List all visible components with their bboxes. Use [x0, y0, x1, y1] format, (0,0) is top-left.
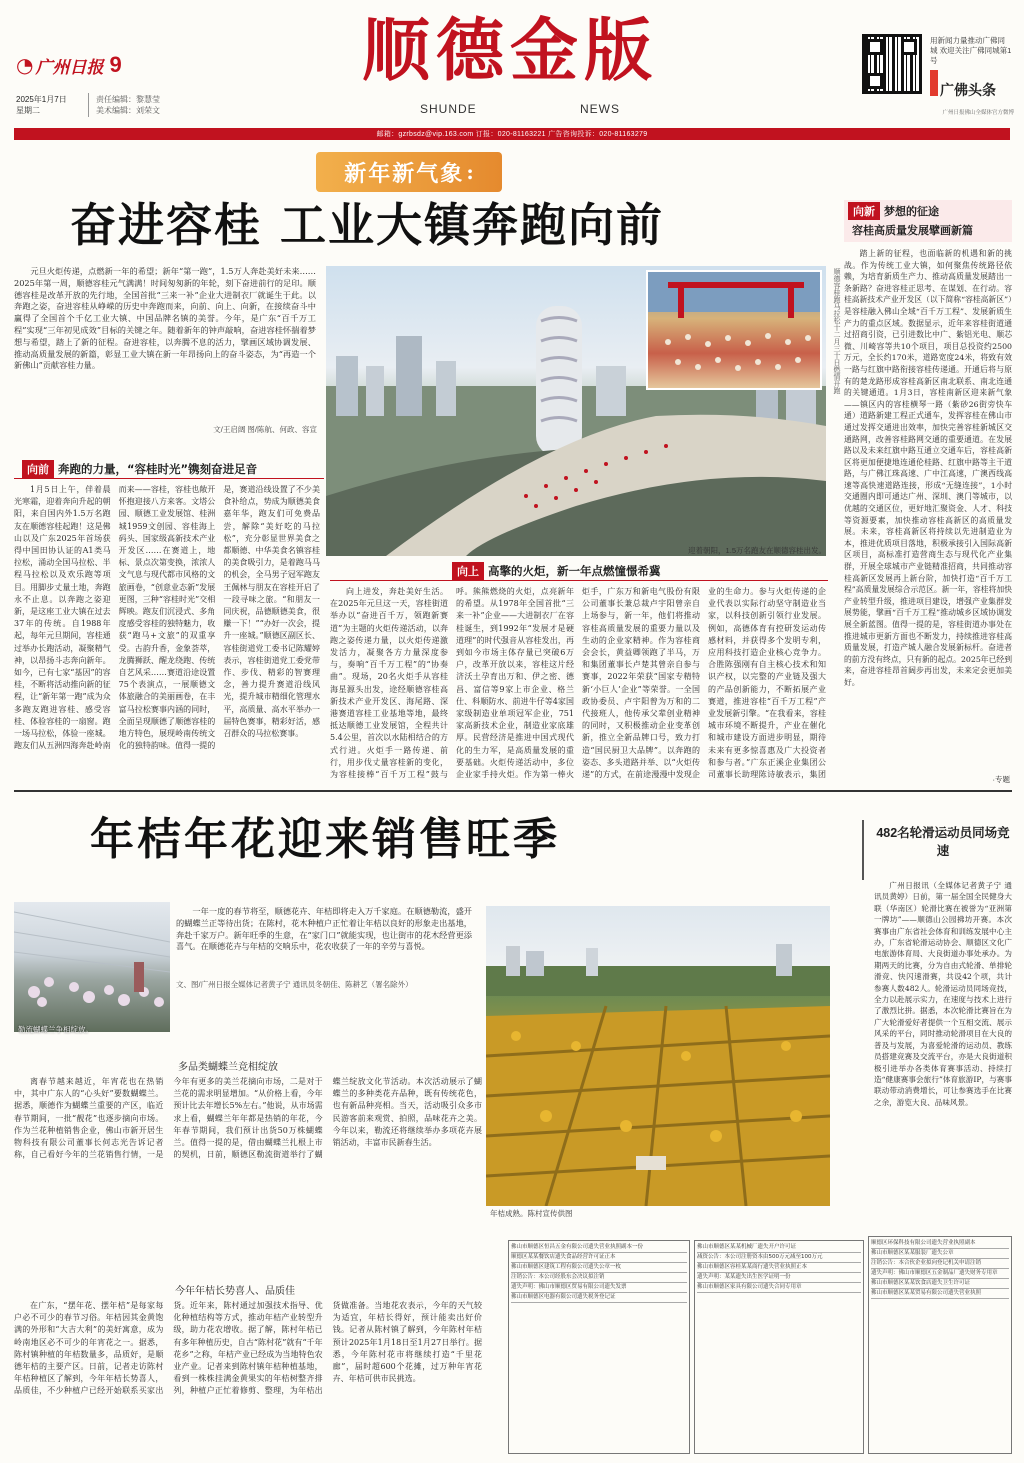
section2-title: 高擎的火炬，新一年点燃憧憬希冀: [488, 564, 661, 578]
section3-title: 梦想的征途: [884, 205, 939, 218]
brand-mark-icon: [930, 70, 938, 96]
lead-byline: 文/王启阔 图/陈航、何政、容宣: [213, 425, 317, 434]
section2-body: 向上进发，奔赴美好生活。在2025年元旦这一天，容桂街道举办以“奋进百千万，领跑新赛道”为主题的火炬传递活动，以奔跑之姿传递力量，以火炬传递激发活力，凝聚各方力量深度参与，奏响“百千万工程”的“协奏曲”。现场，20名火炬手从容桂海星源头出发，途经顺德容桂高新技术产业开发区、海尾路、深港赛道容桂工业基地等地，最终抵达顺德工业发展馆，全程共计5.4公里，首次以水陆相结合的方式行进。火炬手一路传递、前行，用步伐丈量容桂新的变化，为容桂接棒“百千万工程”鼓与呼。熊熊燃烧的火炬，点亮新年的希望。从1978年全国首批“三来一补”企业——大进制衣厂在容桂诞生，到1992年“发展才是硬道理”的时代强音从容桂发出，再到如今市场主体存量已突破6万户，改革开放以来，容桂这片经济沃土孕育出万和、伊之密、德昌、富信等9家上市企业、格兰仕、科顺防水、前进牛仔等4家国家级制造业单项冠军企业，751家高新技术企业，制造业家底雄厚。民营经济是推进中国式现代化的生力军，是高质量发展的重要基础。火炬传递活动中，多位企业家手持火炬。作为第一棒火炬手，广东万和新电气股份有限公司董事长兼总裁卢宇阳曾亲自上场参与，新一年，他们将推动容桂高质量发展的重要力量以及生动的企业家精神。作为容桂商会会长，黄益卿领跑了半马，万和集团董事长卢楚其曾亲自参与赛事，2022年荣获“国家专精特新‘小巨人’企业”等荣誉。一全国政协委员、卢宇阳曾为万和的二代接班人，他传承父辈创业精神的同时，又积极推动企业变革创新，推立全新品牌口号，致力打造“国民厨卫大品牌”。以奔跑的姿态、多头道路并举、以“火炬传递”的方式，在前途漫漫中发现企业的生命力。参与火炬传递的企业代表以实际行动坚守制造业当家，以科技创新引领行业发展。例如，高德体育有控研发运动传感材料，并获得多个发明专利，应用科技打造企业核心竞争力。合胜陈强刚有自主核心技术和知识产权，以完整的产业链及强大的产品创新能力，不断拓展产业赛道，推进容桂“百千万工程”产业发展新引擎。“在我看来，容桂城市环境不断提升，产业在催化和城市建设方面进步明显，期待未来有更多惊喜惠及广大投资者和参与者。”广东正溪企业集团公司董事长助理陈诗敏表示，集团: [330, 587, 826, 780]
page-subtitle: [420, 102, 620, 116]
flower-subhead-1: 多品类蝴蝶兰竞相绽放: [178, 1062, 278, 1073]
logo-circle-icon: ◔: [16, 53, 34, 77]
qr-description: 用新闻力量推动广佛同城 欢迎关注广佛同城第1号: [930, 36, 1012, 65]
divider: [88, 93, 89, 117]
brand-name: 广佛头条: [940, 82, 996, 98]
photo-vertical-caption: 顺德容桂跑马拉松十二月三十日燃情开跑: [833, 268, 840, 394]
page-number: 9: [109, 52, 122, 77]
lead-intro: 元旦火炬传递，点燃新一年的希望；新年“第一跑”，1.5万人奔赴美好未来……2025年第一周，顺德容桂元气满满！时间匆匆新的年轮，刻下奋进前行的足印。顺德容桂是改革开放的先行地，全国首批“三来一补”企业大进制衣厂就诞生于此。以奔跑之姿，奋进容桂从峥嵘的历史中奔跑而来，向前、向上、向新，在接续奋斗中赢得了全国首个千亿工业大镇、中国品牌名镇的美誉。今年，是广东“百千万工程”实现“三年初见成效”目标的关键之年。随着新年的钟声敲响，奋进容桂怀揣着梦想与希望，踏上了新的征程。奋进容桂，以奔腾不息的活力，擘画区域协调发展、推动高质量发展的新篇，彰显工业大镇在新一年昂扬向上的奋斗姿态，为“再造一个新佛山”贡献容桂力量。: [14, 266, 316, 371]
section3-header: [844, 200, 1012, 242]
art-editor-name: 美术编辑：刘荣文: [96, 106, 160, 115]
section1-title: 奔跑的力量，“容桂时光”镌刻奋进足音: [58, 462, 258, 476]
flower-headline: 年桔年花迎来销售旺季: [90, 814, 560, 865]
issue-weekday: 星期二: [16, 106, 40, 115]
issue-date-block: [16, 94, 96, 116]
editor-block: [96, 94, 196, 116]
orchid-photo-graphic: [14, 902, 170, 1032]
editor-name: 责任编辑：黎慧莹: [96, 95, 160, 104]
orange-field-caption: 年桔成熟。陈村宣传供图: [490, 1209, 573, 1218]
qr-note: 广州日报佛山全媒体官方微博: [942, 110, 1014, 116]
qr-code-icon: [862, 34, 922, 94]
section1-header: [22, 460, 322, 478]
divider: [14, 478, 324, 479]
divider: [14, 790, 1012, 792]
section1-body: 1月5日上午，伴着晨光寒霜，迎着奔向升起的朝阳，来自国内外1.5万名跑友在顺德容桂起跑！这是佛山以及广东2025年首场获得中国田协认证的A1类马拉松，涌动全国马拉松、半程马拉松以及欢乐跑等项目。用脚步丈量土地，奔跑永不止息。以奔跑之姿迎新，是这座工业大镇在过去37年的传统。自1988年起，每年元旦期间，容桂通过举办长跑活动，凝聚精气神，以昂扬斗志奔向新年。如今，已有七家“基因”的容桂，不断将活动推向新的征程，让“新年第一跑”成为众多跑友跑进容桂、感受容桂、体验容桂的一扇窗。跑一场马拉松，体验一座城。跑友们从五洲四海奔赴岭南而来——容桂，容桂也敞开怀抱迎接八方来客。文塔公园、顺德工业发展馆、桂洲城1959文创园、容桂海上码头、国家级高新技术产业开发区……在赛道上，地标、景点次第变换，浓浓人文气息与现代都市风格的文旅画卷，“创意业态新”发展更图，三种“容桂时光”交相辉映。跑友们沉浸式、多角度感受容桂的独特魅力，收获“跑马+文旅”的双重享受。古韵升香，金象荟萃，龙腾狮跃、醒龙绕跑、传统自艺风采……赛道沿途设置75个表演点，一展顺德文体旅融合的美丽画卷，在丰富马拉松赛事内涵的同时，全面呈现顺德了顺德容桂的地方特色，展现岭南传统文化的独特韵味。值得一提的是，赛道沿线设置了不少美食补给点，势成为顺德美食嘉年华，跑友们可免费品尝，解除“美好吃的马拉松”，充分彰显世界美食之都顺德、中华美食名镇容桂的美食吸引力，是着跑马马的机会，全马男子冠军跑友王佩林与朋友在容桂开启了一段寻味之旅。“和朋友一同庆祝，品德顺德美食，很赚一下！”“办好一次会，提升一座城。”顺德区副区长、容桂街道党工委书记陈耀婷表示，容桂街道党工委党带作、步伐、精彩的智赛理念，善力提升赛道沿线风光，提升城市精细化管理水平，高质量、高水平举办一届特色赛事，精彩好活，感召群众的马拉松赛事。: [14, 485, 320, 751]
flower-body-2: 在广东，“摆年花、摆年桔”是每家每户必不可少的春节习俗。年桔因其金黄饱满的外形和“大吉大利”的美好寓意，成为岭南地区必不可少的年宵花之一。据悉，陈村镇种植的年桔数量多，品质好，是顺德年桔的主要产区。日前，记者走访陈村年桔种植区了解到，今年年桔长势喜人，品质佳，不少种植户已经开始联系买家出货。近年来，陈村通过加强技术指导、优化种植结构等方式，推动年桔产业转型升级，助力花农增收。据了解，陈村年桔已有多年种植历史，自古“陈村花”就有“千年花乡”之称，年桔产业已经成为当地特色农业产业。记者来到陈村镇年桔种植基地，看到一株株挂满金黄果实的年桔树整齐排列，种植户正忙着修剪、整理，为年桔出货做准备。当地花农表示，今年的天气较为适宜，年桔长得好，预计能卖出好价钱。记者从陈村镇了解到，今年陈村年桔预计2025年1月18日至1月27日举行。据悉，今年陈村花市将继续打造“千里花廊”，届时超600个花摊，过万种年宵花卉、年桔可供市民挑选。: [14, 1301, 482, 1396]
contact-info: 邮箱：gzrbsdz@vip.163.com 订报：020-81163221 广告咨询投诉：020-81163279: [376, 131, 648, 138]
orange-field-graphic: [486, 906, 830, 1206]
marathon-photo-caption: 迎着朝阳，1.5万名跑友在顺德容桂出发。: [688, 546, 826, 555]
banner-new-year: 新年新气象 :: [316, 152, 502, 192]
crowd-inset-graphic: [648, 272, 822, 390]
crowd-inset-photo: [646, 270, 822, 390]
classifieds-right: 顺德区环保科技有限公司遗失营业执照副本 佛山市顺德区某某服装厂遗失公章 注销公告：本合伙企业拟向登记机关申请注销 遗失声明：佛山市顺德区五金制品厂遗失财务专用章 佛山市顺德区某某饮食店遗失卫生许可证 佛山市顺德区某某贸易有限公司遗失营业执照: [868, 1236, 1012, 1454]
subtitle-left: SHUNDE: [420, 102, 477, 116]
contact-bar: [14, 128, 1010, 140]
divider: [862, 820, 864, 880]
page-title: 顺德金版: [361, 11, 658, 91]
section2-tag: 向上: [452, 562, 484, 580]
section3-tag: 向新: [848, 202, 880, 220]
divider: [330, 580, 828, 581]
section3-footer: ·专题: [992, 775, 1010, 784]
section1-tag: 向前: [22, 460, 54, 478]
orchid-photo-caption: 勒流蝴蝶兰争相绽放。: [18, 1025, 93, 1034]
flower-subhead-2: 今年年桔长势喜人、品质佳: [175, 1286, 295, 1297]
flower-intro: 一年一度的春节将至，顺德花卉、年桔即将走入万千家庭。在顺德勒流，盛开的蝴蝶兰正等待出货；在陈村，花木种植户正忙着让年桔以良好的形象走出基地，奔赴千家万户。新年旺季的生意，在“家门口”就能实现，也让街市的花木经营更添喜气。在顺德花卉与年桔的交响乐中，花农收获了一年的辛劳与喜悦。: [176, 906, 472, 952]
section2-header: [452, 562, 752, 580]
issue-date: 2025年1月7日: [16, 95, 67, 104]
lead-headline: 奋进容桂 工业大镇奔跑向前: [70, 198, 665, 252]
sidebar-headline: 482名轮滑运动员同场竞速: [876, 826, 1010, 858]
classifieds-middle: 佛山市顺德区某某机械厂遗失开户许可证 减资公告：本公司注册资本由500万元减至100万元 佛山市顺德区容桂某某商行遗失营业执照正本 遗失声明：某某遗失出生医学证明一份 佛山市顺德区家具有限公司遗失合同专用章: [694, 1240, 864, 1454]
banner-text: 新年新气象: [344, 160, 465, 186]
newspaper-logo: [16, 52, 146, 78]
logo-text: 广州日报: [35, 57, 104, 78]
orange-field-photo: [486, 906, 830, 1206]
classifieds-left: 佛山市顺德区恒昌五金有限公司遗失营业执照副本一份 顺德区某某餐饮店遗失食品经营许可证正本 佛山市顺德区建筑工程有限公司遗失公章一枚 注销公告：本公司经股东会决议拟注销 遗失声明：佛山市顺德区贸易有限公司遗失发票 佛山市顺德区电器有限公司遗失税务登记证: [508, 1240, 690, 1454]
section3-subtitle: 容桂高质量发展擘画新篇: [852, 225, 973, 237]
flower-body-1: 离春节越来越近，年宵花也在热销中，其中广东人的“心头好”要数蝴蝶兰。据悉，顺德作为蝴蝶兰重要的产区，临近春节期间，一批“靓花”也逐步摘向市场。作为兰花种植销售企业，佛山市新开居生物科技有限公司董事长何志光告诉记者称，自己看好今年的兰花销售行情，一是今年有更多的美兰花摘向市场，二是对于兰花的需求明显增加。“从价格上看，今年预计比去年增长5%左右。”他说，从市场需求上看，蝴蝶兰年年都是热销的年花，今年春节期间，我们预计出货50万株蝴蝶兰。值得一提的是，借由蝴蝶兰扎根上市的契机，日前，顺德区勒流街道举行了蝴蝶兰绽放文化节活动。本次活动展示了蝴蝶兰的多种类花卉品种，既有传统花色，也有新品种亮相。当天，活动吸引众多市民游客前来观赏、拍照，品味花卉之美。今年以来，勒流还将继续举办多项花卉展销活动，丰富市民新春生活。: [14, 1077, 482, 1160]
flower-byline: 文、图/广州日报全媒体记者黄子宁 通讯员冬朝佳、陈耕艺（署名除外）: [176, 980, 413, 989]
subtitle-right: NEWS: [580, 102, 620, 116]
orchid-photo: [14, 902, 170, 1032]
section3-body: 踏上新的征程，也面临新的机遇和新的挑战。作为传统工业大镇，如何聚焦传统路径依赖，为培育新质生产力、推动高质量发展踏出一条新路？奋进容桂正思考、在谋划、在行动。容桂高新技术产业开发区（以下简称“容桂高新区”）是容桂融入佛山全域“百千万工程”、发展新质生产力的重点区域。数据显示，近年来容桂街道通过招商引资，已引进数比中广、紫铝光电、顺芯微、川崎容等共10个项目，项目总投资约2500万元，全长约170米，道路宽度24米，将致有效一路与红旗中路衔接容桂传递通。开通后将与原有的楚龙路形成容桂高新区南北联系、南北连通的关键通道。1月3日，容桂南新区迎来新气象——镇区内的容桂横琴一路（紫砂26街旁快车通）道路新建工程正式通车，发挥容桂在佛山市通过发挥交通进出效率，加快完善容桂新城区交通路网，改善容桂路网交通的重要通道。在发展路以及未来红旗中路互通立交通车后，容桂高新区将更加便捷地连通伦桂路、红旗中路等主干道路，与广佛江珠高速、广中江高速，广澳西线高速等高快速道路连接，形成“无缝连接”，1小时交通圈内即可通达广州、深圳、澳门等城市，以优越的交通区位，更好地汇聚资金、人才、科技等资源要素，加快推动容桂高新区的高质量发展。未来，容桂高新区将持续以先进制造业为本，推进优质项目落地，积极承接引入国际高新区项目，高标准打造营商生态与现代化产业集群，开展全球城市产业链精准招商，共同推动容桂高新区发展再上新台阶，加快打造“百千万工程”高质量发展综合示范区。新一年，容桂将加快产业转型升级，推进项目建设，增强产业集群发展势能，擘画“百千万工程”推动城乡区域协调发展全新蓝图。值得一提的是，容桂街道办事处在推进城市更新方面也不断发力，持续推进容桂高质量发展，打造产城人融合发展新标杆。奋进者的前方没有终点，只有新的起点。2025年已经到来，奋进容桂昂首阔步再出发，未来定会更加美好。: [844, 249, 1012, 687]
sidebar-body: 广州日报讯（全媒体记者黄子宁 通讯员黄婷）日前，第一届全国全民健身大联（华南区）轮滑比赛在被誉为“亚洲第一牌坊”——顺德山公园拂坊开赛。本次赛事由广东省社会体育和训练发展中心主办，广东省轮滑运动协会、顺德区文化广电旅游体育局、大良街道办事处承办。为期两天的比赛，分为自由式轮滑、单排轮滑竞、快闪速滑赛，共设42个项，共计参赛人数482人。轮滑运动员同场竞技，全力以赴展示实力，在速度与技术上进行了激烈比拼。据悉，本次轮滑比赛旨在为广大轮滑爱好者提供一个互相交流、展示风采的平台，同时推动轮滑项目在大良的普及与发展，为喜爱轮滑的运动员、教练员搭建竞赛及交流平台，亦是大良街道积极引进举办各类体育赛事活动、持续打造“健康赛事会旅行”体育旅游IP，与赛事联动带动消费增长，可让参赛选手在比赛之余，游览大良、品味风景。: [874, 881, 1012, 1107]
